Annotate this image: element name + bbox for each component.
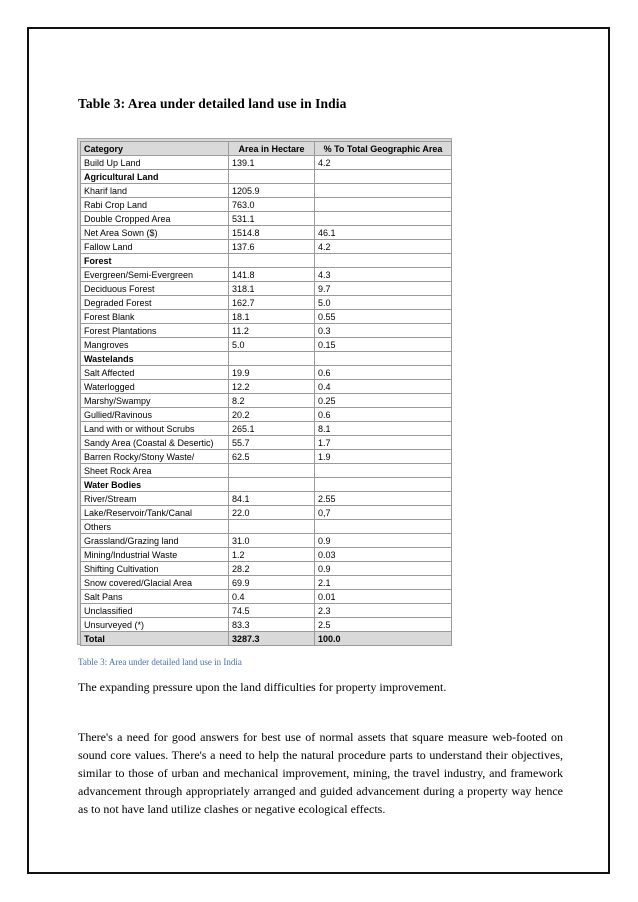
cell-percent: 4.2 bbox=[315, 240, 452, 254]
cell-area: 139.1 bbox=[229, 156, 315, 170]
cell-category: Lake/Reservoir/Tank/Canal bbox=[81, 506, 229, 520]
cell-area: 69.9 bbox=[229, 576, 315, 590]
cell-category: Snow covered/Glacial Area bbox=[81, 576, 229, 590]
cell-category: Build Up Land bbox=[81, 156, 229, 170]
cell-category: Land with or without Scrubs bbox=[81, 422, 229, 436]
table-row bbox=[81, 464, 452, 478]
cell-category: Mangroves bbox=[81, 338, 229, 352]
table-row bbox=[81, 520, 452, 534]
cell-percent: 4.2 bbox=[315, 156, 452, 170]
cell-percent bbox=[315, 254, 452, 268]
cell-area: 318.1 bbox=[229, 282, 315, 296]
table-row bbox=[81, 576, 452, 590]
cell-category: Rabi Crop Land bbox=[81, 198, 229, 212]
table-row bbox=[81, 394, 452, 408]
cell-category: Deciduous Forest bbox=[81, 282, 229, 296]
table-heading: Table 3: Area under detailed land use in India bbox=[78, 96, 347, 111]
cell-area bbox=[229, 170, 315, 184]
cell-area: 83.3 bbox=[229, 618, 315, 632]
cell-percent bbox=[315, 198, 452, 212]
cell-area: 531.1 bbox=[229, 212, 315, 226]
cell-area: 0.4 bbox=[229, 590, 315, 604]
cell-area: 84.1 bbox=[229, 492, 315, 506]
table-row bbox=[81, 366, 452, 380]
table-category-row bbox=[81, 352, 452, 366]
cell-area: 763.0 bbox=[229, 198, 315, 212]
cell-category: Double Cropped Area bbox=[81, 212, 229, 226]
cell-percent bbox=[315, 478, 452, 492]
cell-percent: 0.6 bbox=[315, 366, 452, 380]
cell-category: Salt Affected bbox=[81, 366, 229, 380]
cell-percent: 0.3 bbox=[315, 324, 452, 338]
cell-percent: 0.9 bbox=[315, 562, 452, 576]
table-row bbox=[81, 604, 452, 618]
cell-percent: 0.55 bbox=[315, 310, 452, 324]
table-row bbox=[81, 436, 452, 450]
cell-percent: 2.5 bbox=[315, 618, 452, 632]
table-row bbox=[81, 296, 452, 310]
cell-percent: 0.4 bbox=[315, 380, 452, 394]
cell-area: 11.2 bbox=[229, 324, 315, 338]
cell-area: 74.5 bbox=[229, 604, 315, 618]
cell-area: 19.9 bbox=[229, 366, 315, 380]
cell-category: Unsurveyed (*) bbox=[81, 618, 229, 632]
table-row bbox=[81, 492, 452, 506]
cell-category: Forest bbox=[81, 254, 229, 268]
table-row bbox=[81, 240, 452, 254]
cell-area: 62.5 bbox=[229, 450, 315, 464]
cell-area: 55.7 bbox=[229, 436, 315, 450]
cell-percent: 0.6 bbox=[315, 408, 452, 422]
table-row bbox=[81, 590, 452, 604]
cell-percent: 0.15 bbox=[315, 338, 452, 352]
cell-percent bbox=[315, 520, 452, 534]
table-row bbox=[81, 212, 452, 226]
table-caption: Table 3: Area under detailed land use in India bbox=[78, 657, 242, 667]
cell-area bbox=[229, 352, 315, 366]
cell-percent: 0.9 bbox=[315, 534, 452, 548]
cell-category: Net Area Sown ($) bbox=[81, 226, 229, 240]
cell-area: 8.2 bbox=[229, 394, 315, 408]
table-total-row bbox=[81, 632, 452, 646]
cell-category: Agricultural Land bbox=[81, 170, 229, 184]
cell-area: 5.0 bbox=[229, 338, 315, 352]
cell-category: Evergreen/Semi-Evergreen bbox=[81, 268, 229, 282]
cell-category: Salt Pans bbox=[81, 590, 229, 604]
table-category-row bbox=[81, 478, 452, 492]
cell-area: 141.8 bbox=[229, 268, 315, 282]
cell-percent bbox=[315, 352, 452, 366]
cell-percent bbox=[315, 212, 452, 226]
cell-category: Waterlogged bbox=[81, 380, 229, 394]
cell-area: 22.0 bbox=[229, 506, 315, 520]
cell-area: 3287.3 bbox=[229, 632, 315, 646]
table-row bbox=[81, 268, 452, 282]
cell-percent bbox=[315, 464, 452, 478]
table-category-row bbox=[81, 170, 452, 184]
cell-category: Shifting Cultivation bbox=[81, 562, 229, 576]
table-row bbox=[81, 338, 452, 352]
cell-area: 1.2 bbox=[229, 548, 315, 562]
cell-percent: 2.55 bbox=[315, 492, 452, 506]
cell-percent: 0.25 bbox=[315, 394, 452, 408]
cell-percent: 2.3 bbox=[315, 604, 452, 618]
cell-category: Sandy Area (Coastal & Desertic) bbox=[81, 436, 229, 450]
cell-category: River/Stream bbox=[81, 492, 229, 506]
cell-percent: 9.7 bbox=[315, 282, 452, 296]
cell-percent: 8.1 bbox=[315, 422, 452, 436]
table-category-row bbox=[81, 254, 452, 268]
cell-area: 162.7 bbox=[229, 296, 315, 310]
cell-area bbox=[229, 464, 315, 478]
cell-area: 137.6 bbox=[229, 240, 315, 254]
cell-category: Wastelands bbox=[81, 352, 229, 366]
cell-category: Fallow Land bbox=[81, 240, 229, 254]
cell-area bbox=[229, 478, 315, 492]
cell-category: Marshy/Swampy bbox=[81, 394, 229, 408]
cell-percent: 2.1 bbox=[315, 576, 452, 590]
table-row bbox=[81, 198, 452, 212]
cell-area: 31.0 bbox=[229, 534, 315, 548]
cell-area: 265.1 bbox=[229, 422, 315, 436]
cell-percent: 0,7 bbox=[315, 506, 452, 520]
cell-percent: 5.0 bbox=[315, 296, 452, 310]
table-row bbox=[81, 156, 452, 170]
cell-area: 28.2 bbox=[229, 562, 315, 576]
table-header-row bbox=[81, 142, 452, 156]
header-percent: % To Total Geographic Area bbox=[315, 142, 452, 156]
cell-category: Water Bodies bbox=[81, 478, 229, 492]
cell-category: Sheet Rock Area bbox=[81, 464, 229, 478]
cell-area: 1205.9 bbox=[229, 184, 315, 198]
cell-area bbox=[229, 520, 315, 534]
cell-area: 12.2 bbox=[229, 380, 315, 394]
table-row bbox=[81, 618, 452, 632]
cell-percent bbox=[315, 170, 452, 184]
cell-category: Forest Plantations bbox=[81, 324, 229, 338]
land-use-table bbox=[80, 141, 452, 646]
cell-category: Forest Blank bbox=[81, 310, 229, 324]
cell-percent: 1.9 bbox=[315, 450, 452, 464]
table-row bbox=[81, 422, 452, 436]
cell-percent: 0.01 bbox=[315, 590, 452, 604]
cell-percent: 4.3 bbox=[315, 268, 452, 282]
cell-category: Others bbox=[81, 520, 229, 534]
header-category: Category bbox=[81, 142, 229, 156]
cell-category: Mining/Industrial Waste bbox=[81, 548, 229, 562]
cell-category: Grassland/Grazing land bbox=[81, 534, 229, 548]
cell-percent: 1.7 bbox=[315, 436, 452, 450]
paragraph-2: There's a need for good answers for best use of normal assets that square measure web-footed on sound core values. There's a need to help the natural procedure parts to understand their objectives, similar to those of urban and mechanical improvement, mining, the travel industry, and framework advancement through appropriately arranged and guided advancement during a property way hence as to not have land utilize clashes or negative ecological effects. bbox=[78, 730, 563, 816]
cell-category: Gullied/Ravinous bbox=[81, 408, 229, 422]
table-row bbox=[81, 184, 452, 198]
cell-percent bbox=[315, 184, 452, 198]
table-row bbox=[81, 450, 452, 464]
cell-category: Kharif land bbox=[81, 184, 229, 198]
table-row bbox=[81, 380, 452, 394]
cell-area: 20.2 bbox=[229, 408, 315, 422]
cell-category: Unclassified bbox=[81, 604, 229, 618]
land-use-table-image bbox=[77, 138, 452, 645]
cell-area: 1514.8 bbox=[229, 226, 315, 240]
table-row bbox=[81, 324, 452, 338]
cell-percent: 0.03 bbox=[315, 548, 452, 562]
table-row bbox=[81, 534, 452, 548]
table-row bbox=[81, 282, 452, 296]
table-row bbox=[81, 226, 452, 240]
table-row bbox=[81, 562, 452, 576]
cell-area bbox=[229, 254, 315, 268]
table-row bbox=[81, 506, 452, 520]
cell-category: Degraded Forest bbox=[81, 296, 229, 310]
table-row bbox=[81, 548, 452, 562]
cell-category: Barren Rocky/Stony Waste/ bbox=[81, 450, 229, 464]
cell-area: 18.1 bbox=[229, 310, 315, 324]
cell-category: Total bbox=[81, 632, 229, 646]
cell-percent: 46.1 bbox=[315, 226, 452, 240]
header-area: Area in Hectare bbox=[229, 142, 315, 156]
cell-percent: 100.0 bbox=[315, 632, 452, 646]
paragraph-1: The expanding pressure upon the land difficulties for property improvement. bbox=[78, 680, 447, 694]
table-row bbox=[81, 310, 452, 324]
table-row bbox=[81, 408, 452, 422]
